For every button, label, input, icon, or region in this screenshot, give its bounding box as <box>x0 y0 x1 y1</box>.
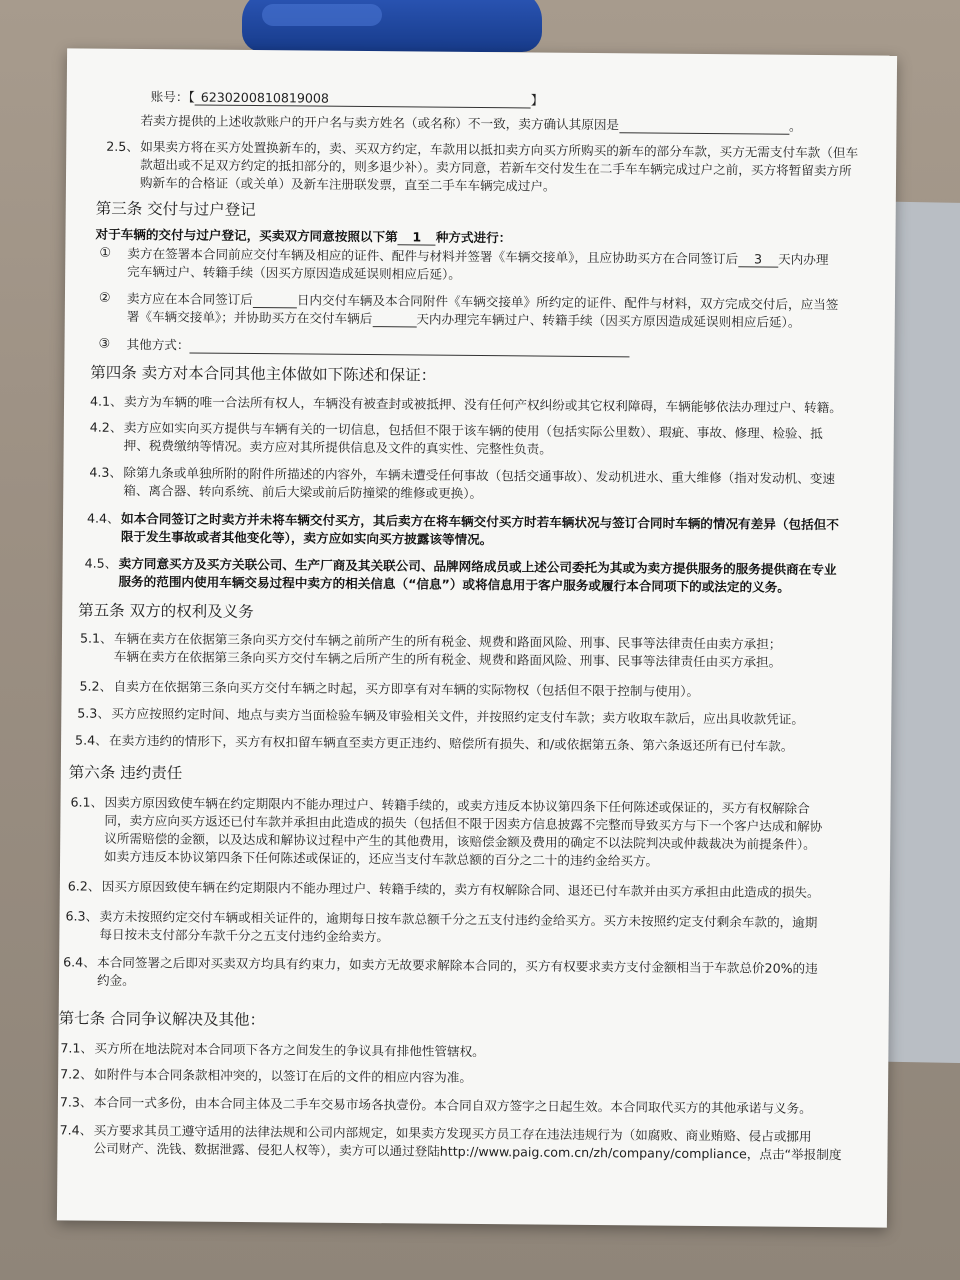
clause-5-1-line: 车辆在卖方在依据第三条向买方交付车辆之后所产生的所有税金、规费和路面风险、刑事、民事等法律责任由买方承担。 <box>113 648 782 670</box>
clause-4-5-line: 卖方同意买方及买方关联公司、生产厂商及其关联公司、品牌网络成员或上述公司委托为其或为卖方提供服务的服务提供商在专业 <box>118 555 837 578</box>
clause-7-1-line: 买方所在地法院对本合同项下各方之间发生的争议具有排他性管辖权。 <box>94 1040 485 1060</box>
clause-6-1-line: 如卖方违反本协议第四条下任何陈述或保证的，还应当支付车款总额的百分之二十的违约金给买方。 <box>104 848 659 869</box>
section-5-title: 第五条 双方的权利及义务 <box>78 601 254 622</box>
blue-stapler <box>242 0 542 52</box>
clause-6-4-num: 6.4、 <box>63 954 96 970</box>
option-3-blank <box>189 338 629 357</box>
option-1-mark: ① <box>99 245 112 261</box>
clause-4-2-line: 卖方应如实向买方提供与车辆有关的一切信息，包括但不限于该车辆的使用（包括实际公里数）、瑕疵、事故、修理、检验、抵 <box>123 419 823 442</box>
section-4-title: 第四条 卖方对本合同其他主体做如下陈述和保证： <box>90 363 437 385</box>
account-number: 6230200810819008 <box>195 91 531 109</box>
clause-6-4-line: 约金。 <box>96 972 135 989</box>
option-2-line2 <box>127 309 801 331</box>
clause-2-5-line: 购新车的合格证（或关单）及新车注册联发票，直至二手车车辆完成过户。 <box>139 175 556 194</box>
option-1-line2: 完车辆过户、转籍手续（因买方原因造成延误则相应后延）。 <box>127 263 461 282</box>
clause-7-4-line: 买方要求其员工遵守适用的法律法规和公司内部规定，如果卖方发现买方员工存在违法违规行为（如腐败、商业贿赂、侵占或挪用 <box>93 1122 812 1144</box>
section-3-intro-a: 对于车辆的交付与过户登记，买卖双方同意按照以下第 <box>95 226 398 245</box>
account-bracket-open: 【 <box>188 89 195 105</box>
clause-5-3-num: 5.3、 <box>77 705 111 721</box>
clause-4-4-line: 如本合同签订之时卖方并未将车辆交付买方，其后卖方在将车辆交付买方时若车辆状况与签订合同时车辆的情况有差异（包括但不 <box>120 510 839 533</box>
account-row <box>151 89 544 108</box>
option-3-mark: ③ <box>98 336 111 352</box>
clause-7-3-num: 7.3、 <box>59 1094 93 1110</box>
clause-4-4-num: 4.4、 <box>86 510 120 526</box>
clause-6-4-line: 本合同签署之后即对买卖双方均具有约束力，如卖方无故要求解除本合同的，买方有权要求卖方支付金额相当于车款总价20%的违 <box>97 954 818 976</box>
clause-5-4-line: 在卖方违约的情形下，买方有权扣留车辆直至卖方更正违约、赔偿所有损失、和/或依据第五条、第六条返还所有已付车款。 <box>109 732 794 754</box>
account-bracket-close: 】 <box>530 92 544 108</box>
clause-4-3-num: 4.3、 <box>89 464 123 480</box>
clause-6-2-line: 因买方原因致使车辆在约定期限内不能办理过户、转籍手续的，卖方有权解除合同、退还已付车款并由买方承担由此造成的损失。 <box>101 878 820 900</box>
clause-5-2-num: 5.2、 <box>79 678 113 694</box>
clause-7-3-line: 本合同一式多份，由本合同主体及二手车交易市场各执壹份。本合同自双方签字之日起生效。本合同取代买方的其他承诺与义务。 <box>93 1094 812 1116</box>
clause-6-1-line: 同，卖方应向买方返还已付车款并承担由此造成的损失（包括但不限于因卖方信息披露不完整而导致买方与下一个客户达成和解协 <box>104 812 823 835</box>
section-7-title: 第七条 合同争议解决及其他： <box>58 1009 266 1030</box>
option-2-text-b: 日内交付车辆及本合同附件《车辆交接单》所约定的证件、配件与材料，双方完成交付后，应当签 <box>296 292 839 313</box>
option-2-mark: ② <box>98 290 111 306</box>
clause-4-4-line: 限于发生事故或者其他变化等），卖方应如实向买方披露该等情况。 <box>120 528 493 548</box>
clause-6-3-line: 每日按未支付部分车款千分之五支付违约金给卖方。 <box>99 926 390 945</box>
clause-6-1-line: 因卖方原因致使车辆在约定期限内不能办理过户、转籍手续的，或卖方违反本协议第四条下任何陈述或保证的，买方有权解除合 <box>104 794 810 816</box>
clause-2-5-num: 2.5、 <box>106 138 139 155</box>
clause-4-2-num: 4.2、 <box>89 419 123 435</box>
account-label: 账号： <box>150 89 189 105</box>
clause-6-2-num: 6.2、 <box>67 878 101 894</box>
clause-7-1-num: 7.1、 <box>60 1040 94 1056</box>
option-2-transfer-blank <box>372 312 416 327</box>
option-1-days-value: 3 <box>738 252 778 267</box>
clause-7-4-line: 公司财产、洗钱、数据泄露、侵犯人权等），卖方可以通过登陆http://www.paig.com.cn/zh/company/compliance，点击“举报制度 <box>93 1140 842 1163</box>
payee-note <box>140 113 801 135</box>
payee-note-end: 。 <box>788 118 802 134</box>
section-6-title: 第六条 违约责任 <box>68 763 183 783</box>
clause-4-5-line: 服务的范围内使用车辆交易过程中卖方的相关信息（“信息”）或将信息用于客户服务或履行本合同项下的或法定的义务。 <box>118 573 790 595</box>
clause-7-2-line: 如附件与本合同条款相冲突的，以签订在后的文件的相应内容为准。 <box>94 1066 473 1085</box>
clause-4-2-line: 押、税费缴纳等情况。卖方应对其所提供信息及文件的真实性、完整性负责。 <box>123 437 552 457</box>
clause-2-5-line: 如果卖方将在买方处置换新车的，卖、买双方约定，车款用以抵扣卖方向买方所购买的新车的部分车款，买方无需支付车款（但车 <box>140 139 859 161</box>
clause-6-3-num: 6.3、 <box>65 908 99 924</box>
clause-5-2-line: 自卖方在依据第三条向买方交付车辆之时起，买方即享有对车辆的实际物权（包括但不限于控制与使用）。 <box>113 678 700 699</box>
clause-6-3-line: 卖方未按照约定交付车辆或相关证件的，逾期每日按车款总额千分之五支付违约金给买方。买方未按照约定支付剩余车款的，逾期 <box>99 908 818 930</box>
clause-7-2-num: 7.2、 <box>60 1066 93 1082</box>
payee-reason-blank <box>619 118 789 134</box>
option-1-text-b: 天内办理 <box>778 251 829 268</box>
option-2-text-a: 卖方应在本合同签订后 <box>126 290 253 308</box>
section-3-title: 第三条 交付与过户登记 <box>95 199 256 220</box>
section-3-intro <box>95 227 511 247</box>
clause-4-5-num: 4.5、 <box>84 555 118 571</box>
payee-note-text: 若卖方提供的上述收款账户的开户名与卖方姓名（或名称）不一致，卖方确认其原因是 <box>140 113 620 133</box>
option-3-line <box>126 337 629 357</box>
clause-6-1-line: 议所需赔偿的金额，以及达成和解协议过程中产生的其他费用，该赔偿金额及费用的确定不以法院判决或仲裁裁决为前提条件）。 <box>104 830 816 852</box>
clause-5-4-num: 5.4、 <box>75 732 108 748</box>
option-1-text-a: 卖方在签署本合同前应交付车辆及相应的证件、配件与材料并签署《车辆交接单》，且应协助买方在合同签订后 <box>127 245 739 267</box>
clause-6-1-num: 6.1、 <box>70 794 104 810</box>
option-3-label: 其他方式： <box>126 336 190 353</box>
clause-4-3-line: 除第九条或单独所附的附件所描述的内容外，车辆未遭受任何事故（包括交通事故）、发动机进水、重大维修（指对发动机、变速 <box>123 464 836 487</box>
clause-4-1-line: 卖方为车辆的唯一合法所有权人，车辆没有被查封或被抵押、没有任何产权纠纷或其它权利障碍，车辆能够依法办理过户、转籍。 <box>123 393 842 416</box>
clause-7-4-num: 7.4、 <box>59 1122 93 1138</box>
option-2-days-blank <box>253 293 297 308</box>
clause-5-1-num: 5.1、 <box>79 630 113 646</box>
clause-5-1-line: 车辆在卖方在依据第三条向买方交付车辆之前所产生的所有税金、规费和路面风险、刑事、民事等法律责任由卖方承担； <box>113 630 782 652</box>
option-2-text-c: 署《车辆交接单》；并协助买方在交付车辆后 <box>126 308 373 327</box>
clause-4-1-num: 4.1、 <box>89 393 123 409</box>
clause-4-3-line: 箱、离合器、转向系统、前后大梁或前后防撞梁的维修或更换）。 <box>123 482 483 502</box>
delivery-method-value: 1 <box>398 230 436 245</box>
clause-5-3-line: 买方应按照约定时间、地点与卖方当面检验车辆及审验相关文件，并按照约定支付车款；卖方收取车款后，应出具收款凭证。 <box>111 705 805 727</box>
section-3-intro-b: 种方式进行： <box>435 229 512 246</box>
contract-page <box>57 48 897 1227</box>
option-2-text-d: 天内办理完车辆过户、转籍手续（因买方原因造成延误则相应后延）。 <box>416 311 801 330</box>
clause-2-5-line: 款超出或不足双方约定的抵扣部分的，则多退少补）。卖方同意，若新车交付发生在二手车车辆完成过户之前，买方将暂留卖方所 <box>140 157 852 179</box>
